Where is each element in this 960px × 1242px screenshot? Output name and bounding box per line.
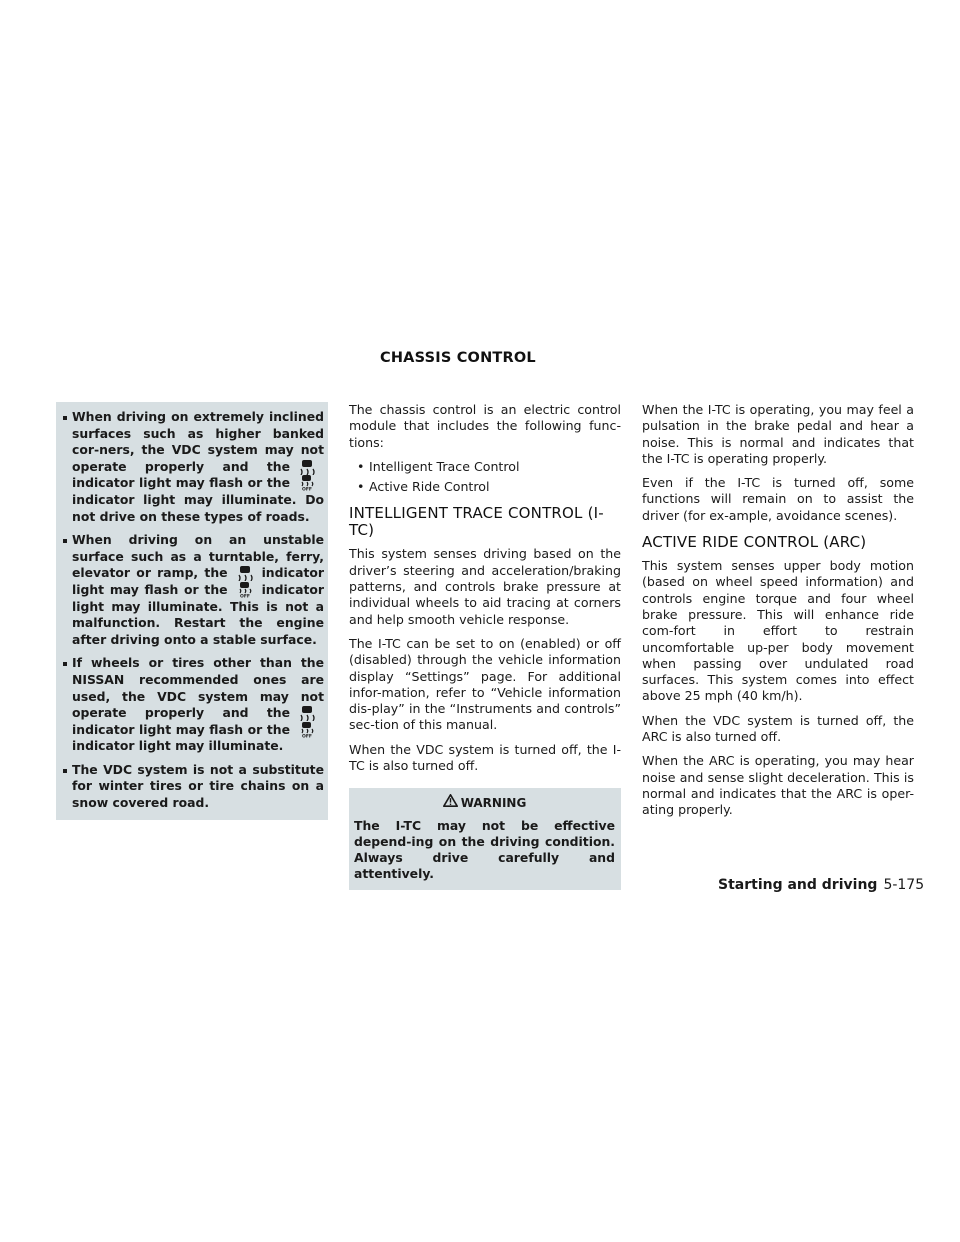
svg-text:OFF: OFF — [302, 487, 312, 492]
vdc-slip-indicator-icon — [230, 565, 260, 581]
column-1 — [56, 402, 328, 820]
vdc-off-indicator-icon — [292, 722, 322, 738]
list-item: • Intelligent Trace Control — [349, 459, 621, 475]
warning-box — [349, 788, 621, 889]
vdc-off-indicator-icon — [292, 475, 322, 491]
itc-operating-paragraph: When the I-TC is operating, you may feel a pulsation in the brake pedal and hear a noise. This is normal and indicates that the I-TC is operating properly. — [642, 402, 914, 466]
arc-paragraph-1: This system senses upper body motion (based on wheel speed information) and controls engine torque and four wheel brake pressure. This will enhance ride com-fort in effort to restrain uncomfortable up-per body movement when passing over undulated road surfaces. This system comes into effect above 25 mph (40 km/h). — [642, 558, 914, 704]
footer-section-name: Starting and driving — [718, 877, 878, 893]
list-item: • Active Ride Control — [349, 479, 621, 495]
intro-paragraph: The chassis control is an electric control module that includes the following func-tions: — [349, 402, 621, 450]
svg-text:OFF: OFF — [239, 594, 250, 598]
caution-item-winter-tires: The VDC system is not a substitute for winter tires or tire chains on a snow covered road. — [56, 762, 324, 812]
arc-paragraph-3: When the ARC is operating, you may hear noise and sense slight deceleration. This is normal and indicates that the ARC is oper-ating properly. — [642, 753, 914, 818]
warning-text: The I-TC may not be effective depend-ing on the driving condition. Always drive carefully and attentively. — [354, 817, 615, 881]
itc-paragraph-2: The I-TC can be set to on (enabled) or off (disabled) through the vehicle information display “Settings” page. For additional infor-mation, refer to “Vehicle information dis-play” in the “Instruments and controls” sec-tion of this manual. — [349, 635, 621, 733]
section-title: CHASSIS CONTROL — [380, 350, 536, 366]
caution-text: If wheels or tires other than the NISSAN recommended ones are used, the VDC system may not operate properly and the — [72, 655, 324, 721]
svg-text:OFF: OFF — [302, 734, 312, 738]
caution-text: When driving on an unstable surface such as a turntable, ferry, elevator or ramp, the — [72, 532, 324, 581]
vdc-slip-indicator-icon — [292, 705, 322, 721]
caution-text: indicator light may illuminate. This is not a malfunction. Restart the engine after driving onto a stable surface. — [72, 581, 324, 647]
vdc-off-indicator-icon — [230, 582, 260, 598]
arc-paragraph-2: When the VDC system is turned off, the ARC is also turned off. — [642, 712, 914, 745]
caution-item-inclined — [56, 409, 324, 525]
page-number: 5-175 — [883, 877, 925, 893]
itc-heading: INTELLIGENT TRACE CONTROL (I-TC) — [349, 504, 604, 540]
vdc-slip-indicator-icon — [292, 459, 322, 475]
caution-text: indicator light may illuminate. — [72, 738, 284, 754]
caution-text: indicator light may flash or the — [72, 721, 290, 737]
warning-header — [354, 794, 615, 811]
caution-text: indicator light may flash or the — [72, 475, 290, 491]
page-footer — [718, 877, 925, 893]
column-3 — [642, 402, 914, 827]
caution-text: indicator light may illuminate. Do not drive on these types of roads. — [72, 491, 324, 524]
column-2 — [349, 402, 621, 890]
itc-paragraph-3: When the VDC system is turned off, the I-TC is also turned off. — [349, 741, 621, 774]
warning-label: WARNING — [460, 795, 527, 810]
caution-item-wheels — [56, 655, 324, 755]
itc-off-paragraph: Even if the I-TC is turned off, some functions will remain on to assist the driver (for ex-ample, avoidance scenes). — [642, 475, 914, 523]
caution-item-unstable — [56, 532, 324, 648]
warning-triangle-icon — [443, 794, 458, 811]
caution-text: When driving on extremely inclined surfaces such as higher banked cor-ners, the VDC system may not operate properly and the — [72, 409, 324, 474]
function-list — [349, 459, 621, 496]
itc-paragraph-1: This system senses driving based on the driver’s steering and acceleration/braking patterns, and controls brake pressure at individual wheels to aid tracing at corners and help smooth vehicle response. — [349, 546, 621, 627]
caution-text: indicator light may flash or the — [72, 565, 324, 597]
caution-box — [56, 402, 328, 820]
arc-heading: ACTIVE RIDE CONTROL (ARC) — [642, 533, 867, 552]
caution-list — [56, 409, 324, 812]
